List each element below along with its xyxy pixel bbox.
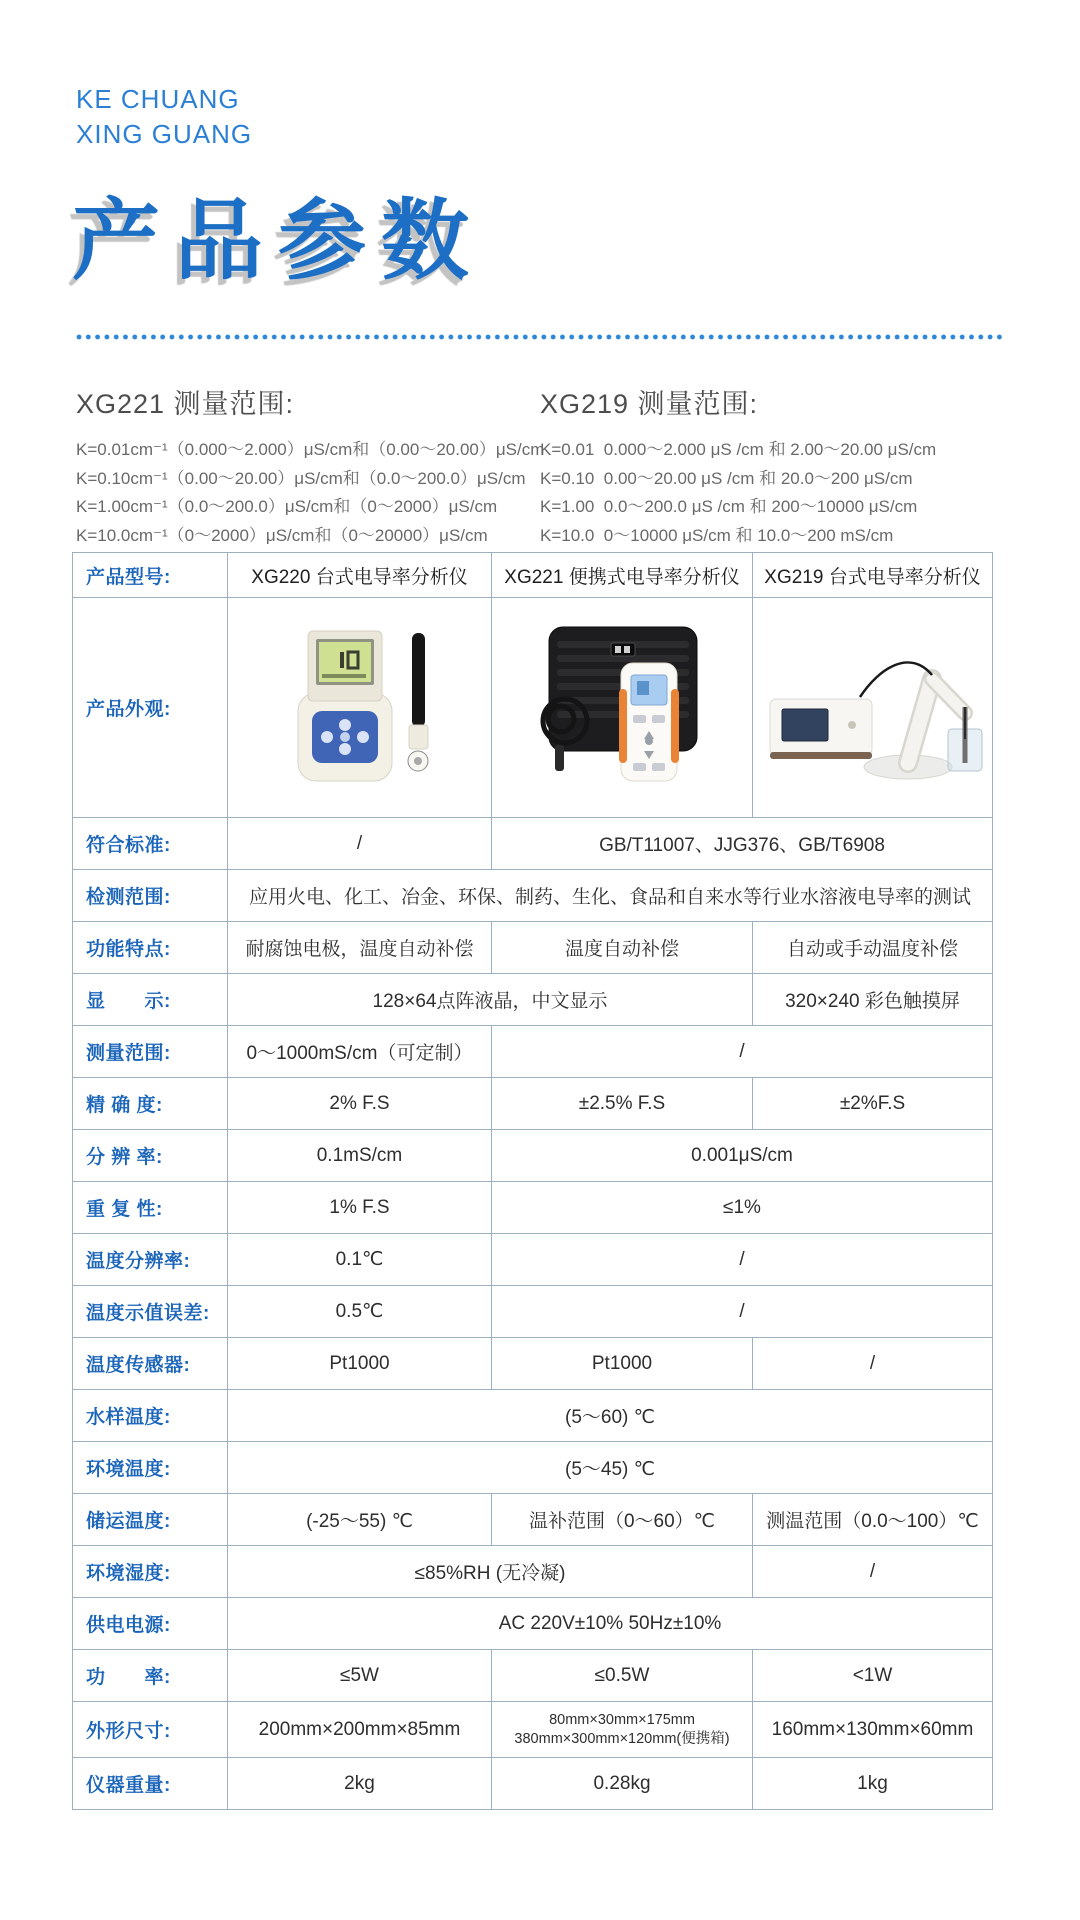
xg220-product-photo <box>232 619 487 797</box>
model-xg220: XG220 台式电导率分析仪 <box>228 553 492 598</box>
spec-label: 检测范围: <box>73 870 228 922</box>
product-appearance-row <box>73 598 993 818</box>
spec-row <box>73 1650 993 1702</box>
spec-label: 功 率: <box>73 1650 228 1702</box>
spec-row <box>73 974 993 1026</box>
brand-line-1: KE CHUANG <box>76 84 240 114</box>
spec-value: / <box>492 1026 993 1078</box>
brand-line-2: XING GUANG <box>76 119 253 149</box>
spec-value: 1% F.S <box>228 1182 492 1234</box>
spec-value: 温补范围（0～60）℃ <box>492 1494 753 1546</box>
spec-value: ≤1% <box>492 1182 993 1234</box>
spec-value: 应用火电、化工、冶金、环保、制药、生化、食品和自来水等行业水溶液电导率的测试 <box>228 870 993 922</box>
spec-value: / <box>753 1338 993 1390</box>
spec-value: ±2.5% F.S <box>492 1078 753 1130</box>
spec-value: / <box>228 818 492 870</box>
xg219-range-lines <box>540 436 936 550</box>
spec-value: Pt1000 <box>228 1338 492 1390</box>
spec-value: 200mm×200mm×85mm <box>228 1702 492 1758</box>
spec-value: (5～45) ℃ <box>228 1442 993 1494</box>
spec-row <box>73 1182 993 1234</box>
spec-value: <1W <box>753 1650 993 1702</box>
range-line: K=0.10cm⁻¹（0.00～20.00）μS/cm和（0.0～200.0）μS/cm <box>76 468 526 488</box>
spec-label: 仪器重量: <box>73 1758 228 1810</box>
spec-value: ±2%F.S <box>753 1078 993 1130</box>
page-title: 产品参数 <box>72 188 485 292</box>
model-label: 产品型号: <box>73 553 228 598</box>
range-line: K=10.0 0～10000 μS/cm 和 10.0～200 mS/cm <box>540 525 894 545</box>
spec-label: 环境温度: <box>73 1442 228 1494</box>
spec-label: 符合标准: <box>73 818 228 870</box>
spec-value: 温度自动补偿 <box>492 922 753 974</box>
spec-value: 0～1000mS/cm（可定制） <box>228 1026 492 1078</box>
range-line: K=0.01cm⁻¹（0.000～2.000）μS/cm和（0.00～20.00）μS/cm <box>76 440 545 459</box>
model-xg221: XG221 便携式电导率分析仪 <box>492 553 753 598</box>
spec-row <box>73 1702 993 1758</box>
spec-value: (-25～55) ℃ <box>228 1494 492 1546</box>
spec-row <box>73 1758 993 1810</box>
spec-value: 0.001μS/cm <box>492 1130 993 1182</box>
spec-value: 测温范围（0.0～100）℃ <box>753 1494 993 1546</box>
spec-label: 温度分辨率: <box>73 1234 228 1286</box>
spec-row <box>73 1026 993 1078</box>
spec-row <box>73 922 993 974</box>
range-line: K=0.01 0.000～2.000 μS /cm 和 2.00～20.00 μS/cm <box>540 440 937 459</box>
spec-row <box>73 1494 993 1546</box>
model-xg219: XG219 台式电导率分析仪 <box>753 553 993 598</box>
spec-label: 分 辨 率: <box>73 1130 228 1182</box>
spec-row <box>73 1078 993 1130</box>
spec-table <box>72 552 993 1810</box>
spec-value: 2kg <box>228 1758 492 1810</box>
range-line: K=1.00 0.0～200.0 μS /cm 和 200～10000 μS/cm <box>540 497 918 517</box>
spec-value: 160mm×130mm×60mm <box>753 1702 993 1758</box>
xg219-range-title: XG219 测量范围: <box>540 389 759 419</box>
xg219-range-section <box>540 382 936 550</box>
spec-value: (5～60) ℃ <box>228 1390 993 1442</box>
spec-row <box>73 1390 993 1442</box>
xg221-range-title: XG221 测量范围: <box>76 389 295 419</box>
range-line: K=1.00cm⁻¹（0.0～200.0）μS/cm和（0～2000）μS/cm <box>76 497 498 517</box>
spec-row <box>73 1598 993 1650</box>
spec-row <box>73 1286 993 1338</box>
dotted-divider <box>76 334 1004 340</box>
spec-value: / <box>753 1546 993 1598</box>
spec-label: 储运温度: <box>73 1494 228 1546</box>
brand-text <box>76 82 252 152</box>
spec-row <box>73 818 993 870</box>
spec-row <box>73 1442 993 1494</box>
table-header-row <box>73 553 993 598</box>
spec-value: 1kg <box>753 1758 993 1810</box>
spec-value: 自动或手动温度补偿 <box>753 922 993 974</box>
xg221-range-lines <box>76 436 544 550</box>
spec-row <box>73 1234 993 1286</box>
spec-label: 温度示值误差: <box>73 1286 228 1338</box>
spec-value: 耐腐蚀电极，温度自动补偿 <box>228 922 492 974</box>
spec-value: 0.28kg <box>492 1758 753 1810</box>
spec-value: AC 220V±10% 50Hz±10% <box>228 1598 993 1650</box>
spec-value: 128×64点阵液晶，中文显示 <box>228 974 753 1026</box>
spec-label: 显 示: <box>73 974 228 1026</box>
range-line: K=0.10 0.00～20.00 μS /cm 和 20.0～200 μS/cm <box>540 468 913 488</box>
spec-label: 水样温度: <box>73 1390 228 1442</box>
spec-row <box>73 870 993 922</box>
spec-label: 功能特点: <box>73 922 228 974</box>
spec-row <box>73 1130 993 1182</box>
spec-value: 0.5℃ <box>228 1286 492 1338</box>
spec-row <box>73 1546 993 1598</box>
spec-label: 测量范围: <box>73 1026 228 1078</box>
appearance-label: 产品外观: <box>73 598 228 818</box>
spec-value: ≤85%RH (无冷凝) <box>228 1546 753 1598</box>
xg219-product-photo <box>757 619 988 797</box>
spec-row <box>73 1338 993 1390</box>
xg221-product-photo <box>496 619 748 797</box>
spec-value: / <box>492 1234 993 1286</box>
spec-value: ≤5W <box>228 1650 492 1702</box>
spec-label: 温度传感器: <box>73 1338 228 1390</box>
spec-label: 精 确 度: <box>73 1078 228 1130</box>
spec-value: 0.1℃ <box>228 1234 492 1286</box>
spec-value: 80mm×30mm×175mm 380mm×300mm×120mm(便携箱) <box>492 1702 753 1758</box>
spec-label: 环境湿度: <box>73 1546 228 1598</box>
xg221-range-section <box>76 382 544 550</box>
spec-value: 0.1mS/cm <box>228 1130 492 1182</box>
range-line: K=10.0cm⁻¹（0～2000）μS/cm和（0～20000）μS/cm <box>76 525 488 545</box>
spec-label: 外形尺寸: <box>73 1702 228 1758</box>
spec-label: 供电电源: <box>73 1598 228 1650</box>
spec-value: 320×240 彩色触摸屏 <box>753 974 993 1026</box>
spec-value: Pt1000 <box>492 1338 753 1390</box>
spec-label: 重 复 性: <box>73 1182 228 1234</box>
spec-value: 2% F.S <box>228 1078 492 1130</box>
spec-value: GB/T11007、JJG376、GB/T6908 <box>492 818 993 870</box>
spec-value: / <box>492 1286 993 1338</box>
spec-value: ≤0.5W <box>492 1650 753 1702</box>
